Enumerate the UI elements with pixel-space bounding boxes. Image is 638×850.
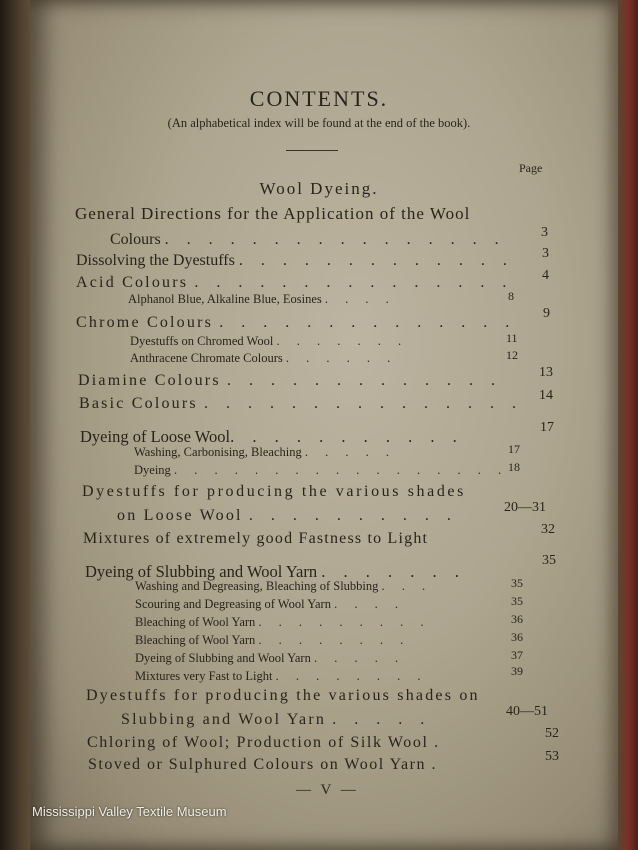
divider-rule	[286, 150, 338, 151]
toc-entry: Slubbing and Wool Yarn . . . . .	[121, 711, 432, 728]
toc-page-number: 18	[508, 460, 520, 474]
page-subtitle: (An alphabetical index will be found at the end of the book).	[167, 116, 471, 130]
toc-entry: Stoved or Sulphured Colours on Wool Yarn .	[88, 756, 443, 773]
toc-subentry: Dyeing of Slubbing and Wool Yarn . . . . .	[135, 651, 406, 665]
toc-page-number: 39	[511, 664, 523, 678]
toc-page-number: 17	[508, 442, 520, 456]
page-column-label: Page	[519, 161, 543, 175]
toc-page-number: 14	[539, 388, 553, 403]
toc-page-number: 37	[511, 648, 523, 662]
page-number-footer: — V —	[296, 782, 359, 798]
toc-page-number: 12	[506, 348, 518, 362]
toc-page-number: 4	[542, 268, 549, 283]
toc-page-number: 17	[540, 420, 554, 435]
page-title: CONTENTS.	[249, 86, 389, 111]
toc-page-number: 20—31	[504, 500, 546, 515]
toc-page-number: 32	[541, 522, 555, 537]
toc-page-number: 11	[506, 331, 518, 345]
toc-entry: Acid Colours . . . . . . . . . . . . . . .	[76, 274, 514, 291]
toc-page-number: 35	[511, 594, 523, 608]
toc-page-number: 3	[542, 246, 549, 261]
toc-subentry: Bleaching of Wool Yarn . . . . . . . . .	[135, 615, 431, 629]
toc-page-number: 36	[511, 612, 523, 626]
toc-entry: Dyestuffs for producing the various shades on	[86, 687, 480, 704]
toc-page-number: 13	[539, 365, 553, 380]
toc-subentry: Alphanol Blue, Alkaline Blue, Eosines . . . .	[128, 292, 396, 306]
toc-page-number: 53	[545, 749, 559, 764]
toc-entry: Chloring of Wool; Production of Silk Wool .	[87, 734, 446, 751]
toc-page-number: 35	[511, 576, 523, 590]
toc-page-number: 8	[508, 289, 514, 303]
section-heading: Wool Dyeing.	[259, 179, 379, 198]
toc-entry: Chrome Colours . . . . . . . . . . . . . .	[76, 314, 517, 331]
toc-subentry: Dyestuffs on Chromed Wool . . . . . . .	[130, 334, 409, 348]
toc-subentry: Bleaching of Wool Yarn . . . . . . . .	[135, 633, 411, 647]
toc-page-number: 40—51	[506, 704, 548, 719]
toc-page-number: 52	[545, 726, 559, 741]
toc-entry: Colours . . . . . . . . . . . . . . . .	[110, 231, 506, 248]
toc-subentry: Anthracene Chromate Colours . . . . . .	[130, 351, 398, 365]
toc-page-number: 3	[541, 225, 548, 240]
toc-entry: on Loose Wool . . . . . . . . . .	[117, 507, 458, 524]
toc-entry: Diamine Colours . . . . . . . . . . . . .	[78, 372, 502, 389]
toc-entry: Dissolving the Dyestuffs . . . . . . . . . . . . .	[76, 252, 514, 269]
toc-subentry: Scouring and Degreasing of Wool Yarn . . . .	[135, 597, 405, 611]
watermark: Mississippi Valley Textile Museum	[32, 804, 227, 819]
toc-entry: Dyestuffs for producing the various shades	[82, 483, 466, 500]
toc-page-number: 35	[542, 553, 556, 568]
toc-entry: Dyeing of Loose Wool. . . . . . . . . . .	[80, 427, 464, 446]
toc-entry: Dyeing of Slubbing and Wool Yarn . . . . . . .	[85, 562, 466, 581]
toc-entry: General Directions for the Application of the Wool	[75, 204, 471, 223]
toc-subentry: Washing and Degreasing, Bleaching of Slubbing . . .	[135, 579, 433, 593]
toc-entry: Basic Colours . . . . . . . . . . . . . . .	[79, 395, 524, 412]
toc-entry: Mixtures of extremely good Fastness to Light	[83, 530, 429, 547]
toc-page-number: 9	[543, 306, 550, 321]
toc-subentry: Mixtures very Fast to Light . . . . . . . .	[135, 669, 428, 683]
toc-page-number: 36	[511, 630, 523, 644]
toc-subentry: Dyeing . . . . . . . . . . . . . . . . .	[134, 463, 509, 477]
toc-subentry: Washing, Carbonising, Bleaching . . . . .	[134, 445, 396, 459]
